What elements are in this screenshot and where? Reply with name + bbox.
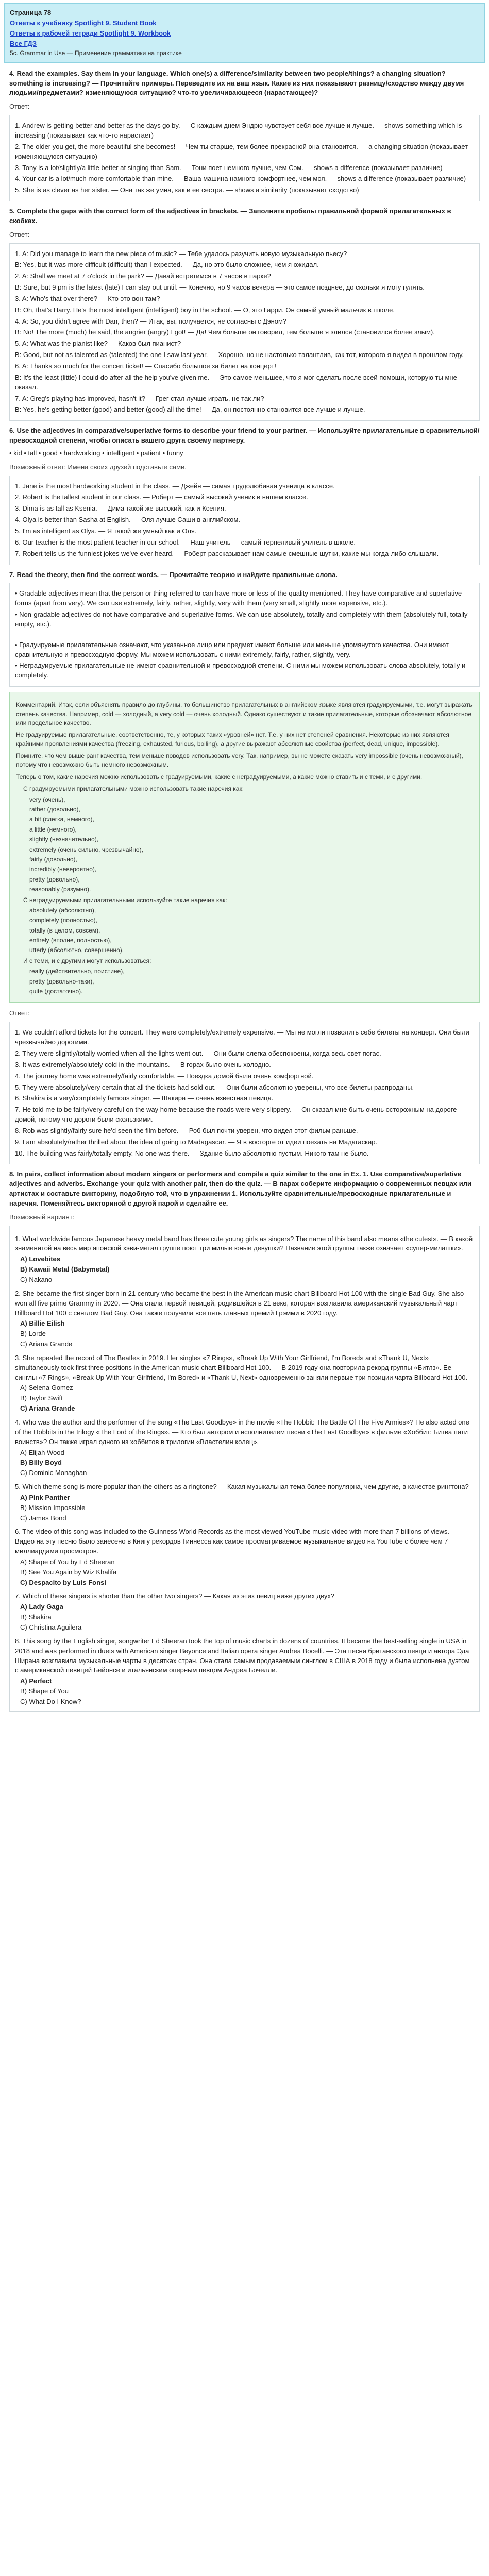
list-item: 9. I am absolutely/rather thrilled about the idea of going to Madagascar. — Я в восторге от идеи поехать на Мадагаскар.	[15, 1138, 378, 1146]
list-item: incredibly (невероятно),	[29, 866, 97, 873]
option: B) Taylor Swift	[20, 1394, 63, 1402]
list-item: totally (в целом, совсем),	[29, 926, 100, 934]
task-6-title: 6. Use the adjectives in comparative/superlative forms to describe your friend to your partner. — Используйте прилагательные в сравнительной/превосходной степени, чтобы описать вашего друга своему партнеру.	[9, 427, 480, 445]
link-student-book[interactable]: Ответы к учебнику Spotlight 9. Student Book	[10, 19, 157, 27]
task-7-title: 7. Read the theory, then find the correct words. — Прочитайте теорию и найдите правильные слова.	[9, 570, 338, 579]
quiz-question	[15, 1418, 474, 1478]
list-item: B: It's the least (little) I could do after all the help you've given me. — Это самое меньшее, что я мог сделать после всей помощи, которую ты мне оказал.	[15, 373, 457, 391]
list-item: B: Oh, that's Harry. He's the most intelligent (intelligent) boy in the school. — О, это Гарри. Он самый умный мальчик в школе.	[15, 306, 395, 314]
quiz-question	[15, 1482, 474, 1523]
question-text: 8. This song by the English singer, songwriter Ed Sheeran took the top of music charts in dozens of countries. It became the best-selling single in USA in 2018 and was performed in duets with American singer Beyonce and Italian opera singer Andrea Bocelli. — Эта песня британского певца и автора Эда Ширана возглавила музыкальные чарты в десятках стран. Она стала самым продаваемым синглом в США в 2018 году и была исполнена дуэтом с американской певицей Бейонсе и итальянским оперным певцом Андреа Бочелли.	[15, 1637, 470, 1674]
option-correct: A) Billie Eilish	[20, 1319, 65, 1328]
adjective-list: • kid • tall • good • hardworking • intelligent • patient • funny	[9, 449, 183, 457]
list-item: 5. They were absolutely/very certain that all the tickets had sold out. — Они были абсолютно уверены, что все билеты распроданы.	[15, 1083, 414, 1091]
quiz-question	[15, 1591, 474, 1632]
list-item: utterly (абсолютно, совершенно).	[29, 946, 124, 954]
option-correct: A) Perfect	[20, 1677, 52, 1685]
page-number: Страница 78	[10, 9, 52, 16]
list-item: a bit (слегка, немного),	[29, 816, 94, 823]
answer-label: Возможный ответ: Имена своих друзей подставьте сами.	[9, 463, 187, 471]
theory-paragraph: Комментарий. Итак, если объяснять правило до глубины, то большинство прилагательных в английском языке являются градуируемыми, т.е. могут выражать степень качества. Например, cold — холодный, a very cold — очень холодный. Однако существуют и такие прилагательные, которые обозначают абсолютное или предельное качество.	[16, 701, 473, 726]
list-item: 5. She is as clever as her sister. — Она так же умна, как и ее сестра. — shows a similarity (показывает сходство)	[15, 186, 359, 194]
list-item: 2. A: Shall we meet at 7 o'clock in the park? — Давай встретимся в 7 часов в парке?	[15, 272, 271, 280]
breadcrumb-panel	[4, 3, 485, 63]
list-item: 3. Tony is a lot/slightly/a little better at singing than Sam. — Тони поет немного лучше, чем Сэм. — shows a difference (показывает различие)	[15, 163, 443, 172]
list-item: pretty (довольно),	[29, 875, 80, 883]
list-item: completely (полностью),	[29, 917, 97, 924]
list-item: 1. We couldn't afford tickets for the concert. They were completely/extremely expensive. — Мы не могли позволить себе билеты на концерт. Они были чрезвычайно дорогими.	[15, 1028, 469, 1046]
list-item: pretty (довольно-таки),	[29, 977, 94, 985]
list-item: 2. They were slightly/totally worried when all the lights went out. — Они были слегка обеспокоены, когда весь свет погас.	[15, 1049, 381, 1057]
quiz-question	[15, 1234, 474, 1285]
list-item: B: Yes, but it was more difficult (difficult) than I expected. — Да, но это было сложнее, чем я ожидал.	[15, 261, 319, 269]
list-item: rather (довольно),	[29, 806, 80, 814]
link-all-gdz[interactable]: Все ГДЗ	[10, 39, 37, 47]
main-content	[4, 69, 485, 1712]
list-item: 3. Dima is as tall as Ksenia. — Дима такой же высокий, как и Ксения.	[15, 504, 226, 513]
list-item: very (очень),	[29, 795, 65, 803]
list-item: 6. Shakira is a very/completely famous singer. — Шакира — очень известная певица.	[15, 1094, 274, 1103]
option: B) Lorde	[20, 1330, 46, 1338]
question-text: 7. Which of these singers is shorter than the other two singers? — Какая из этих певиц ниже других двух?	[15, 1592, 335, 1600]
section-note: 5c. Grammar in Use — Применение грамматики на практике	[10, 49, 182, 57]
theory-bullet: • Градуируемые прилагательные означают, что указанное лицо или предмет имеют больше или меньше упомянутого качества. Они имеют сравнительную и превосходную форму. Мы можем использовать с ними extremely, fairly, rather, slightly, very.	[15, 640, 449, 658]
theory-bullet: • Non-gradable adjectives do not have comparative and superlative forms. We can use absolutely, totally and completely with them (absolutely full, totally empty, etc.).	[15, 611, 468, 628]
task-7-answers	[9, 1022, 480, 1164]
quiz-question	[15, 1637, 474, 1707]
answer-label: Ответ:	[9, 103, 30, 111]
theory-paragraph: Не градуируемые прилагательные, соответственно, те, у которых таких «уровней» нет. Т.е. у них нет степеней сравнения. Некоторые из них являются крайними проявлениями качества (freezing, exhausted, furious, boiling), а другие выражают абсолютные свойства (perfect, dead, unique, impossible).	[16, 731, 449, 748]
task-5-answers	[9, 243, 480, 421]
list-item: B: Good, but not as talented as (talented) the one I saw last year. — Хорошо, но не настолько талантлив, как тот, которого я видел в прошлом году.	[15, 351, 464, 359]
list-item: 4. A: So, you didn't agree with Dan, then? — Итак, вы, получается, не согласны с Дэном?	[15, 317, 287, 325]
list-item: 1. A: Did you manage to learn the new piece of music? — Тебе удалось разучить новую музыкальную пьесу?	[15, 249, 347, 258]
list-item: a little (немного),	[29, 825, 77, 833]
list-item: reasonably (разумно).	[29, 886, 91, 893]
option: A) Shape of You by Ed Sheeran	[20, 1557, 115, 1566]
answer-label: Ответ:	[9, 1009, 30, 1018]
list-item: 4. Olya is better than Sasha at English. — Оля лучше Саши в английском.	[15, 516, 240, 524]
option-correct: B) Kawaii Metal (Babymetal)	[20, 1265, 110, 1274]
option: C) Ariana Grande	[20, 1340, 73, 1348]
question-text: 4. Who was the author and the performer of the song «The Last Goodbye» in the movie «The Hobbit: The Battle Of The Five Armies»? He also acted one of the Hobbits in the trilogy «The Lord of the Rings». — Кто был автором и исполнителем песни «The Last Goodbye» в фильме «Хоббит: Битва пяти воинств»? Он также играл одного из хоббитов в трилогии «Властелин колец».	[15, 1418, 469, 1446]
list-item: 1. Andrew is getting better and better as the days go by. — С каждым днем Эндрю чувствует себя все лучше и лучше. — shows something which is increasing (показывает как что-то нарастает)	[15, 122, 462, 139]
list-item: B: Sure, but 9 pm is the latest (late) I can stay out until. — Конечно, но 9 часов вечера — это самое позднее, до скольки я могу гулять.	[15, 283, 425, 292]
theory-bullet: • Неградуируемые прилагательные не имеют сравнительной и превосходной степени. С ними мы можем использовать слова absolutely, totally и completely.	[15, 662, 466, 680]
quiz-question	[15, 1353, 474, 1414]
task-8-title: 8. In pairs, collect information about modern singers or performers and compile a quiz similar to the one in Ex. 1. Use comparative/superlative adjectives and adverbs. Exchange your quiz with another pair, then do the quiz. — В парах соберите информацию о современных певцах или артистах и составьте викторину, подобную той, что в упражнении 1. Используйте сравнительные/превосходные прилагательные и наречия. Поменяйтесь викториной с другой парой и сделайте ее.	[9, 1170, 471, 1207]
both-title: И с теми, и с другими могут использоваться:	[23, 957, 151, 964]
list-item: 6. A: Thanks so much for the concert ticket! — Спасибо большое за билет на концерт!	[15, 362, 276, 370]
task-8-quiz	[9, 1226, 480, 1712]
option: B) See You Again by Wiz Khalifa	[20, 1568, 117, 1576]
quiz-question	[15, 1527, 474, 1587]
theory-comment-box	[9, 692, 480, 1003]
task-4-answers	[9, 115, 480, 201]
option-correct: A) Lady Gaga	[20, 1603, 63, 1611]
list-item: 4. Your car is a lot/much more comfortable than mine. — Ваша машина намного комфортнее, чем моя. — shows a difference (показывает различие)	[15, 175, 466, 183]
quiz-question	[15, 1289, 474, 1349]
option: C) Nakano	[20, 1276, 53, 1283]
list-item: B: Yes, he's getting better (good) and better (good) all the time! — Да, он постоянно становится все лучше и лучше.	[15, 405, 365, 414]
list-item: 2. Robert is the tallest student in our class. — Роберт — самый высокий ученик в нашем классе.	[15, 493, 308, 501]
option-correct: C) Ariana Grande	[20, 1404, 75, 1413]
question-text: 3. She repeated the record of The Beatles in 2019. Her singles «7 Rings», «Break Up With Your Girlfriend, I'm Bored» and «Thank U, Next» simultaneously took first three positions in the American music chart Billboard Hot 100. — В 2019 году она повторила рекорд группы «Битлз». Ее синглы «7 Rings», «Break Up With Your Girlfriend, I'm Bored» и «Thank U, Next» одновременно заняли первые три позиции чарта Billboard Hot 100.	[15, 1353, 468, 1381]
list-item: slightly (незначительно),	[29, 836, 99, 843]
list-item: absolutely (абсолютно),	[29, 906, 96, 914]
answer-label: Возможный вариант:	[9, 1213, 75, 1221]
task-5-title: 5. Complete the gaps with the correct form of the adjectives in brackets. — Заполните пробелы правильной формой прилагательных в скобках.	[9, 207, 451, 225]
option: C) James Bond	[20, 1514, 66, 1522]
task-7-theory	[9, 583, 480, 687]
theory-bullet: • Gradable adjectives mean that the person or thing referred to can have more or less of the quality mentioned. They have comparative and superlative forms (apart from very). We can use extremely, fairly, rather, slightly, very with them (very small, slightly more expensive, etc.).	[15, 589, 462, 607]
list-item: 4. The journey home was extremely/fairly comfortable. — Поездка домой была очень комфортной.	[15, 1072, 314, 1080]
list-item: 8. Rob was slightly/fairly sure he'd seen the film before. — Роб был почти уверен, что видел этот фильм раньше.	[15, 1126, 358, 1134]
list-item: quite (достаточно).	[29, 988, 83, 995]
question-text: 2. She became the first singer born in 21 century who became the best in the American music chart Billboard Hot 100 with the single Bad Guy. She also won all five prime Grammy in 2020. — Она стала первой певицей, родившейся в 21 веке, которая возглавила американский музыкальный чарт Billboard Hot 100 с синглом Bad Guy. Она также получила все пять главных премий Грэмми в 2020 году.	[15, 1289, 464, 1317]
option: B) Shakira	[20, 1613, 52, 1621]
list-item: entirely (вполне, полностью),	[29, 937, 112, 944]
option: A) Selena Gomez	[20, 1384, 73, 1392]
list-item: 5. A: What was the pianist like? — Каков был пианист?	[15, 340, 181, 348]
list-item: 7. A: Greg's playing has improved, hasn't it? — Грег стал лучше играть, не так ли?	[15, 394, 264, 402]
option-correct: A) Pink Panther	[20, 1493, 70, 1501]
theory-paragraph: Теперь о том, какие наречия можно использовать с градуируемыми, какие с неградуируемыми, а какие можно ставить и с теми, и с другими.	[16, 773, 423, 781]
question-text: 6. The video of this song was included to the Guinness World Records as the most viewed YouTube music video with more than 7 billions of views. — Видео на эту песню было занесено в Книгу рекордов Гиннесса как самое просматриваемое музыкальное видео на YouTube с более чем 7 миллиардами просмотров.	[15, 1528, 458, 1555]
list-item: extremely (очень сильно, чрезвычайно),	[29, 845, 143, 853]
question-text: 1. What worldwide famous Japanese heavy metal band has three cute young girls as singers? The name of this band also means «the cutest». — В какой знаменитой на весь мир японской хэви-метал группе поют три милые юные девушки? Название этой группы также означает «супер-милашки».	[15, 1234, 473, 1252]
link-workbook[interactable]: Ответы к рабочей тетради Spotlight 9. Workbook	[10, 29, 171, 37]
list-item: 2. The older you get, the more beautiful she becomes! — Чем ты старше, тем более прекрасной она становится. — a changing situation (показывает изменяющуюся ситуацию)	[15, 142, 468, 160]
option-correct: B) Billy Boyd	[20, 1459, 62, 1467]
list-item: 3. It was extremely/absolutely cold in the mountains. — В горах было очень холодно.	[15, 1060, 271, 1069]
list-item: 7. He told me to be fairly/very careful on the way home because the roads were very slippery. — Он сказал мне быть очень осторожным на дороге домой, потому что дороги были скользкими.	[15, 1106, 457, 1124]
option: B) Shape of You	[20, 1687, 69, 1696]
list-item: 6. Our teacher is the most patient teacher in our school. — Наш учитель — самый терпеливый учитель в школе.	[15, 538, 356, 546]
option: C) What Do I Know?	[20, 1697, 81, 1705]
list-item: 7. Robert tells us the funniest jokes we've ever heard. — Роберт рассказывает нам самые смешные шутки, какие мы когда-либо слышали.	[15, 549, 439, 557]
list-item: fairly (довольно),	[29, 855, 77, 863]
gradable-title: С градуируемыми прилагательными можно использовать такие наречия как:	[23, 785, 244, 793]
list-item: 3. A: Who's that over there? — Кто это вон там?	[15, 294, 160, 302]
list-item: 10. The building was fairly/totally empty. No one was there. — Здание было абсолютно пустым. Никого там не было.	[15, 1149, 369, 1157]
task-6-answers	[9, 476, 480, 565]
option: A) Lovebites	[20, 1255, 61, 1263]
task-4-title: 4. Read the examples. Say them in your language. Which one(s) a difference/similarity between two people/things? a changing situation? something is increasing? — Прочитайте примеры. Переведите их на ваш язык. Какие из них показывают разницу/сходство между двумя людьми/предметами? изменяющуюся ситуацию? что-то увеличивающееся (нарастающее)?	[9, 69, 464, 97]
option: C) Christina Aguilera	[20, 1623, 82, 1631]
list-item: 5. I'm as intelligent as Olya. — Я такой же умный как и Оля.	[15, 527, 197, 535]
question-text: 5. Which theme song is more popular than the others as a ringtone? — Какая музыкальная тема более популярна, чем другие, в качестве рингтона?	[15, 1483, 469, 1491]
nongradable-title: С неградуируемыми прилагательными используйте такие наречия как:	[23, 896, 227, 904]
list-item: really (действительно, поистине),	[29, 968, 125, 975]
option: C) Dominic Monaghan	[20, 1469, 87, 1477]
option-correct: C) Despacito by Luis Fonsi	[20, 1578, 106, 1586]
option: A) Elijah Wood	[20, 1448, 64, 1456]
list-item: B: No! The more (much) he said, the angrier (angry) I got! — Да! Чем больше он говорил, тем больше я злился (становился более злым).	[15, 328, 435, 336]
option: B) Mission Impossible	[20, 1503, 86, 1512]
answer-label: Ответ:	[9, 230, 30, 239]
list-item: 1. Jane is the most hardworking student in the class. — Джейн — самая трудолюбивая ученица в классе.	[15, 482, 335, 490]
theory-paragraph: Помните, что чем выше ранг качества, тем меньше поводов использовать very. Так, например, вы не можете сказать very impossible (очень невозможный), потому что невозможно быть немного невозможным.	[16, 752, 463, 769]
